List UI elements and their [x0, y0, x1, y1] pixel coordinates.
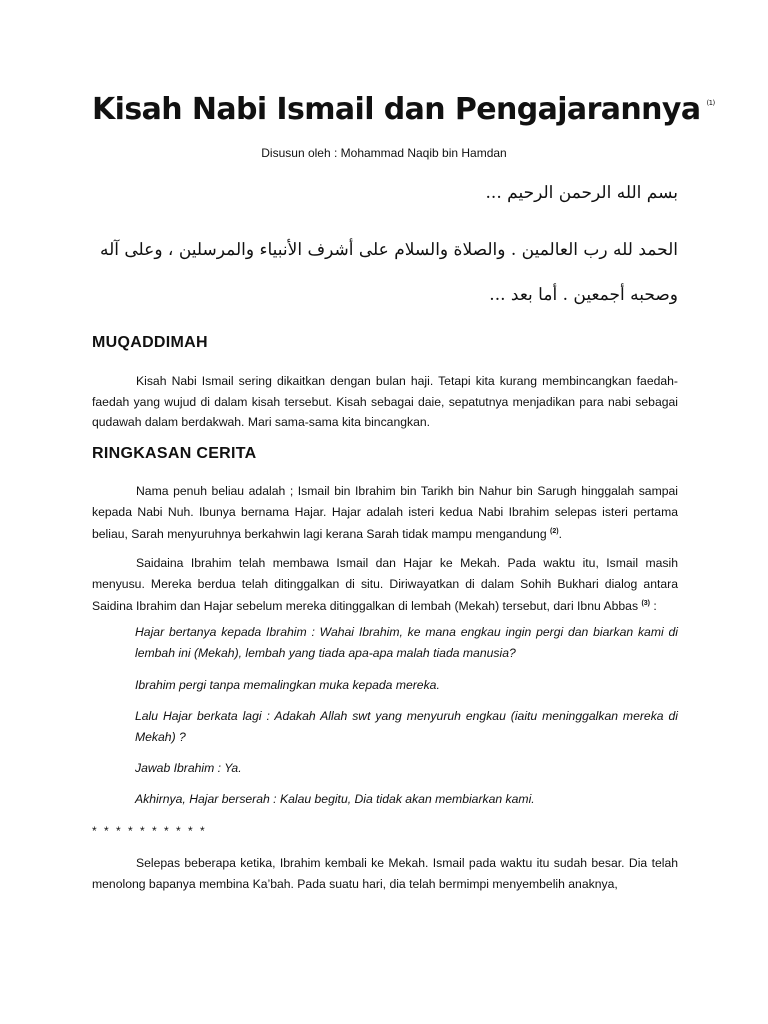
- author-byline: Disusun oleh : Mohammad Naqib bin Hamdan: [261, 146, 507, 160]
- document-title: [92, 92, 715, 127]
- paragraph-end: :: [650, 599, 657, 614]
- dialog-quote: Ibrahim pergi tanpa memalingkan muka kepada mereka.: [135, 678, 440, 692]
- muqaddimah-paragraph: Kisah Nabi Ismail sering dikaitkan dengan bulan haji. Tetapi kita kurang membincangkan faedah-faedah yang wujud di dalam kisah tersebut. Kisah sebagai daie, sepatutnya menjadikan para nabi sebagai qudawah dalam berdakwah. Mari sama-sama kita bincangkan.: [92, 374, 678, 429]
- paragraph-text: Nama penuh beliau adalah ; Ismail bin Ibrahim bin Tarikh bin Nahur bin Sarugh hinggalah sampai kepada Nabi Nuh. Ibunya bernama Hajar. Hajar adalah isteri kedua Nabi Ibrahim selepas isteri pertama beliau, Sarah menyuruhnya berkahwin lagi kerana Sarah tidak mampu mengandung: [92, 484, 678, 542]
- ringkasan-paragraph-1: [92, 481, 678, 545]
- heading-muqaddimah: MUQADDIMAH: [92, 334, 208, 351]
- dialog-quote: Jawab Ibrahim : Ya.: [135, 761, 242, 775]
- paragraph-end: .: [558, 527, 562, 542]
- footnote-ref-3: (3): [641, 600, 650, 607]
- ringkasan-paragraph-3: Selepas beberapa ketika, Ibrahim kembali ke Mekah. Ismail pada waktu itu sudah besar. Dia telah menolong bapanya membina Ka’bah. Pada suatu hari, dia telah bermimpi menyembelih anaknya,: [92, 856, 678, 891]
- dialog-quote: Lalu Hajar berkata lagi : Adakah Allah swt yang menyuruh engkau (iaitu meninggalkan mereka di Mekah) ?: [135, 709, 678, 744]
- title-footnote: (1): [706, 99, 715, 107]
- arabic-opening-line-1: الحمد لله رب العالمين . والصلاة والسلام على أشرف الأنبياء والمرسلين ، وعلى آله: [99, 240, 678, 260]
- section-separator: * * * * * * * * * *: [92, 824, 207, 838]
- footnote-ref-2: (2): [550, 528, 559, 535]
- title-text: Kisah Nabi Ismail dan Pengajarannya: [92, 92, 701, 127]
- dialog-quote: Akhirnya, Hajar berserah : Kalau begitu, Dia tidak akan membiarkan kami.: [135, 792, 535, 806]
- arabic-basmalah: بسم الله الرحمن الرحيم ...: [485, 183, 678, 203]
- dialog-quote: Hajar bertanya kepada Ibrahim : Wahai Ibrahim, ke mana engkau ingin pergi dan biarkan kami di lembah ini (Mekah), lembah yang tiada apa-apa malah tiada manusia?: [135, 625, 678, 660]
- arabic-opening-line-2: وصحبه أجمعين . أما بعد ...: [489, 285, 678, 305]
- heading-ringkasan-cerita: RINGKASAN CERITA: [92, 445, 257, 462]
- paragraph-text: Saidaina Ibrahim telah membawa Ismail dan Hajar ke Mekah. Pada waktu itu, Ismail masih menyusu. Mereka berdua telah ditinggalkan di situ. Diriwayatkan di dalam Sohih Bukhari dialog antara Saidina Ibrahim dan Hajar sebelum mereka ditinggalkan di lembah (Mekah) tersebut, dari Ibnu Abbas: [92, 556, 678, 614]
- ringkasan-paragraph-2: [92, 553, 678, 617]
